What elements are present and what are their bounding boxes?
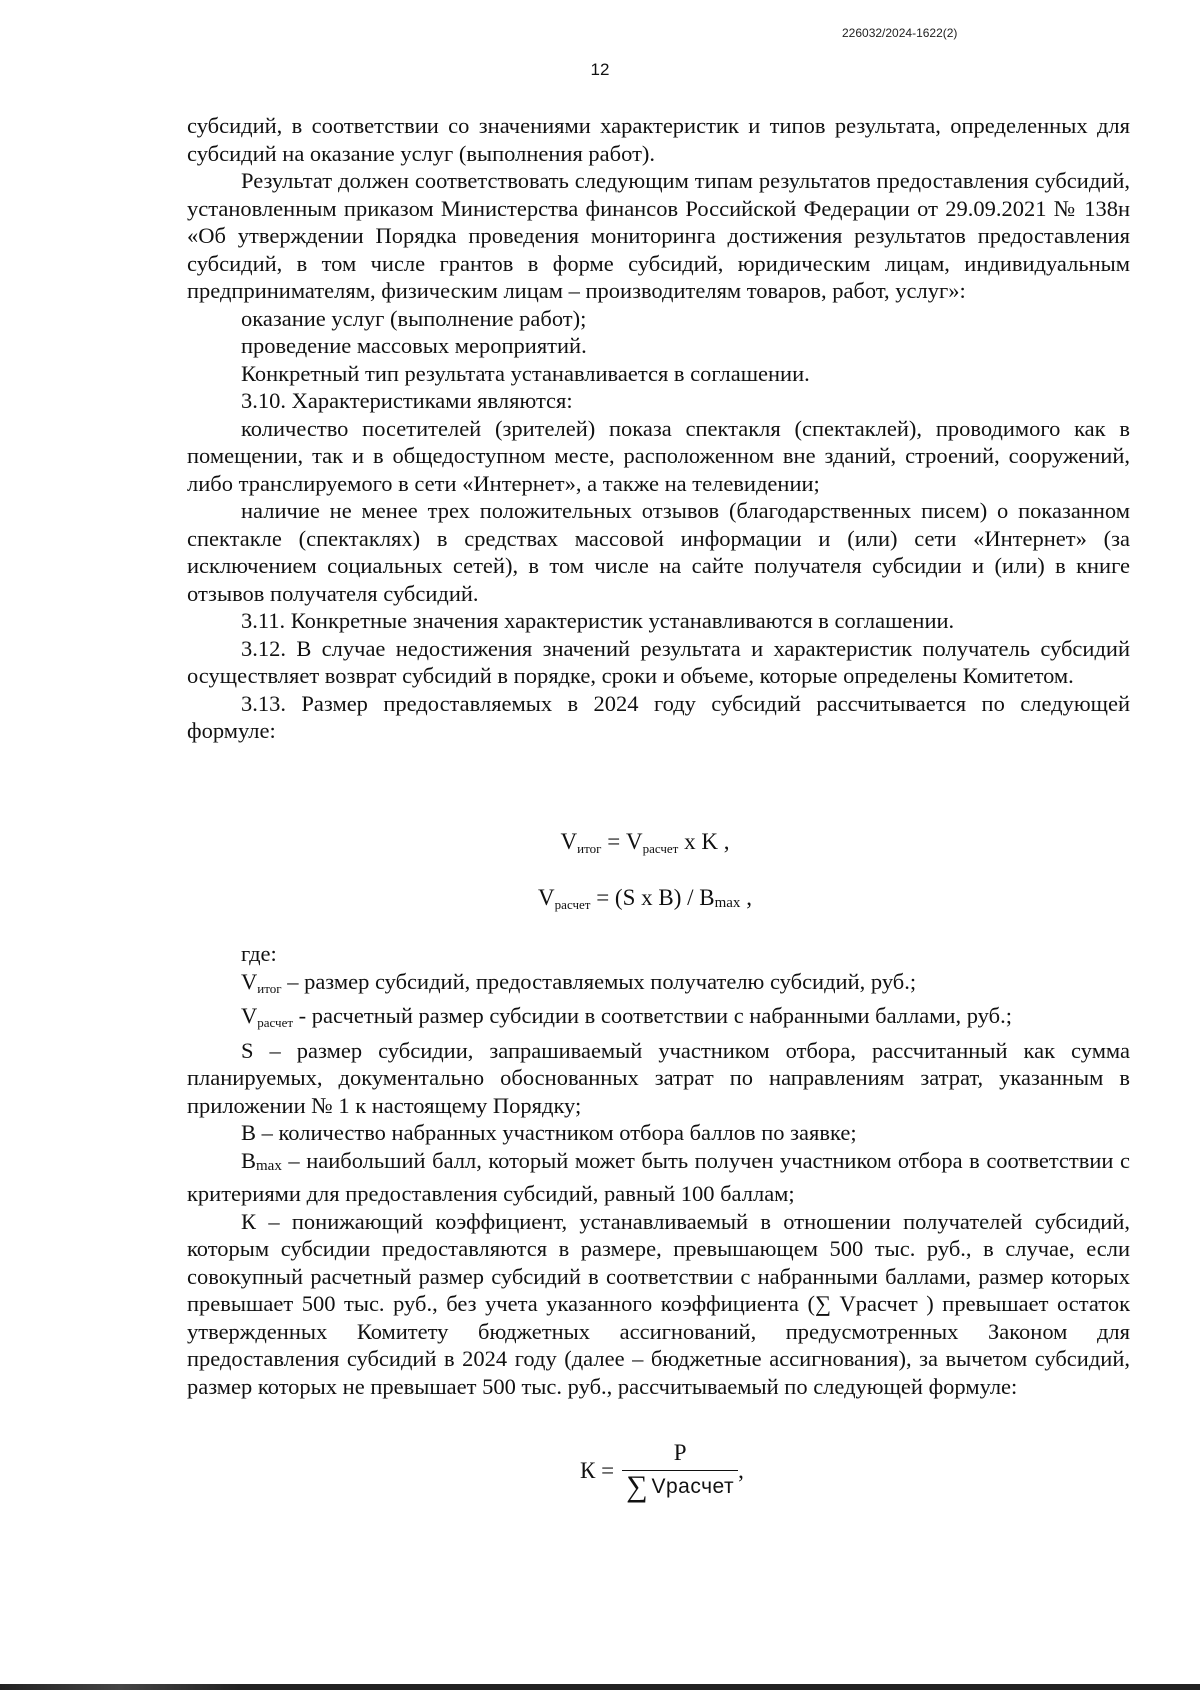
paragraph-result-types: Результат должен соответствовать следующим типам результатов предоставления субсидий, установленным приказом Министерства финансов Российской Федерации от 29.09.2021 № 138н «Об утверждении Порядка проведения мониторинга достижения результатов предоставления субсидий, в том числе грантов в форме субсидий, юридическим лицам, индивидуальным предпринимателям, физическим лицам – производителям товаров, работ, услуг»: [187,168,1130,303]
clause-3-13: 3.13. Размер предоставляемых в 2024 году субсидий рассчитывается по следующей формуле: [187,690,1130,743]
document-registration-number: 226032/2024-1622(2) [842,26,958,40]
paragraph-result-type-agreement: Конкретный тип результата устанавливается в соглашении. [241,360,810,386]
definition-v-raschet: $V_{расчет}$ - расчетный размер субсидии в соответствии с набранными баллами, руб.; [241,1003,1012,1030]
definition-b-max: Bmax – наибольший балл, который может быть получен участником отбора в соответствии с критериями для предоставления субсидий, равный 100 баллам; [187,1147,1130,1206]
sum-symbol: ∑ [626,1470,648,1503]
definitions-where: где: [241,941,277,966]
formula-k-numerator: P [673,1440,687,1465]
formula-k-denominator: ∑ Vрасчет [622,1470,738,1501]
formula-k-fraction [622,1440,738,1501]
list-item-services: оказание услуг (выполнение работ); [241,305,587,331]
paragraph-continuation: субсидий, в соответствии со значениями характеристик и типов результата, определенных для субсидий на оказание услуг (выполнения работ). [187,113,1130,166]
definition-k: К – понижающий коэффициент, устанавливаемый в отношении получателей субсидий, которым субсидии предоставляются в размере, превышающем 500 тыс. руб., в случае, если совокупный расчетный размер субсидий в соответствии с набранными баллами, размер которых превышает 500 тыс. руб., без учета указанного коэффициента (∑ Vрасчет ) превышает остаток утвержденных Комитету бюджетных ассигнований, предусмотренных Законом для предоставления субсидий в 2024 году (далее – бюджетные ассигнования), за вычетом субсидий, размер которых не превышает 500 тыс. руб., рассчитываемый по следующей формуле: [187,1208,1130,1399]
definition-v-itog: $V_{итог}$ – размер субсидий, предоставляемых получателю субсидий, руб.; [241,968,917,996]
clause-3-11: 3.11. Конкретные значения характеристик устанавливаются в соглашении. [241,608,955,633]
list-item-mass-events: проведение массовых мероприятий. [241,333,587,358]
formula-definitions [187,940,1130,1400]
scan-bottom-edge [0,1684,1200,1690]
formula-v-raschet: $V_{расчет} = (S$ x B) / Bmax , [538,885,752,912]
characteristic-reviews: наличие не менее трех положительных отзывов (благодарственных писем) о показанном спектакле (спектаклях) в средствах массовой информации и (или) сети «Интернет» (за исключением социальных сетей), в том числе на сайте получателя субсидии и (или) в книге отзывов получателя субсидий. [187,498,1130,606]
definition-b: B – количество набранных участником отбора баллов по заявке; [241,1120,857,1145]
formula-k-lhs: К = [580,1457,615,1483]
formula-v-itog: $V_{итог} = V_{расчет}$ x K , [560,829,730,856]
document-body [187,112,1130,745]
clause-3-10: 3.10. Характеристиками являются: [241,388,573,413]
characteristic-visitors: количество посетителей (зрителей) показа спектакля (спектаклей), проводимого как в помещении, так и в общедоступном месте, расположенном вне зданий, строений, сооружений, либо транслируемого в сети «Интернет», а также на телевидении; [187,415,1130,496]
page-number: 12 [590,60,610,79]
definition-s: S – размер субсидии, запрашиваемый участником отбора, рассчитанный как сумма планируемых, документально обоснованных затрат по направлениям затрат, указанным в приложении № 1 к настоящему Порядку; [187,1037,1130,1118]
clause-3-12: 3.12. В случае недостижения значений результата и характеристик получатель субсидий осуществляет возврат субсидий в порядке, сроки и объеме, которые определены Комитетом. [187,635,1130,688]
formula-k: К = P ∑ Vрасчет , [580,1440,744,1503]
